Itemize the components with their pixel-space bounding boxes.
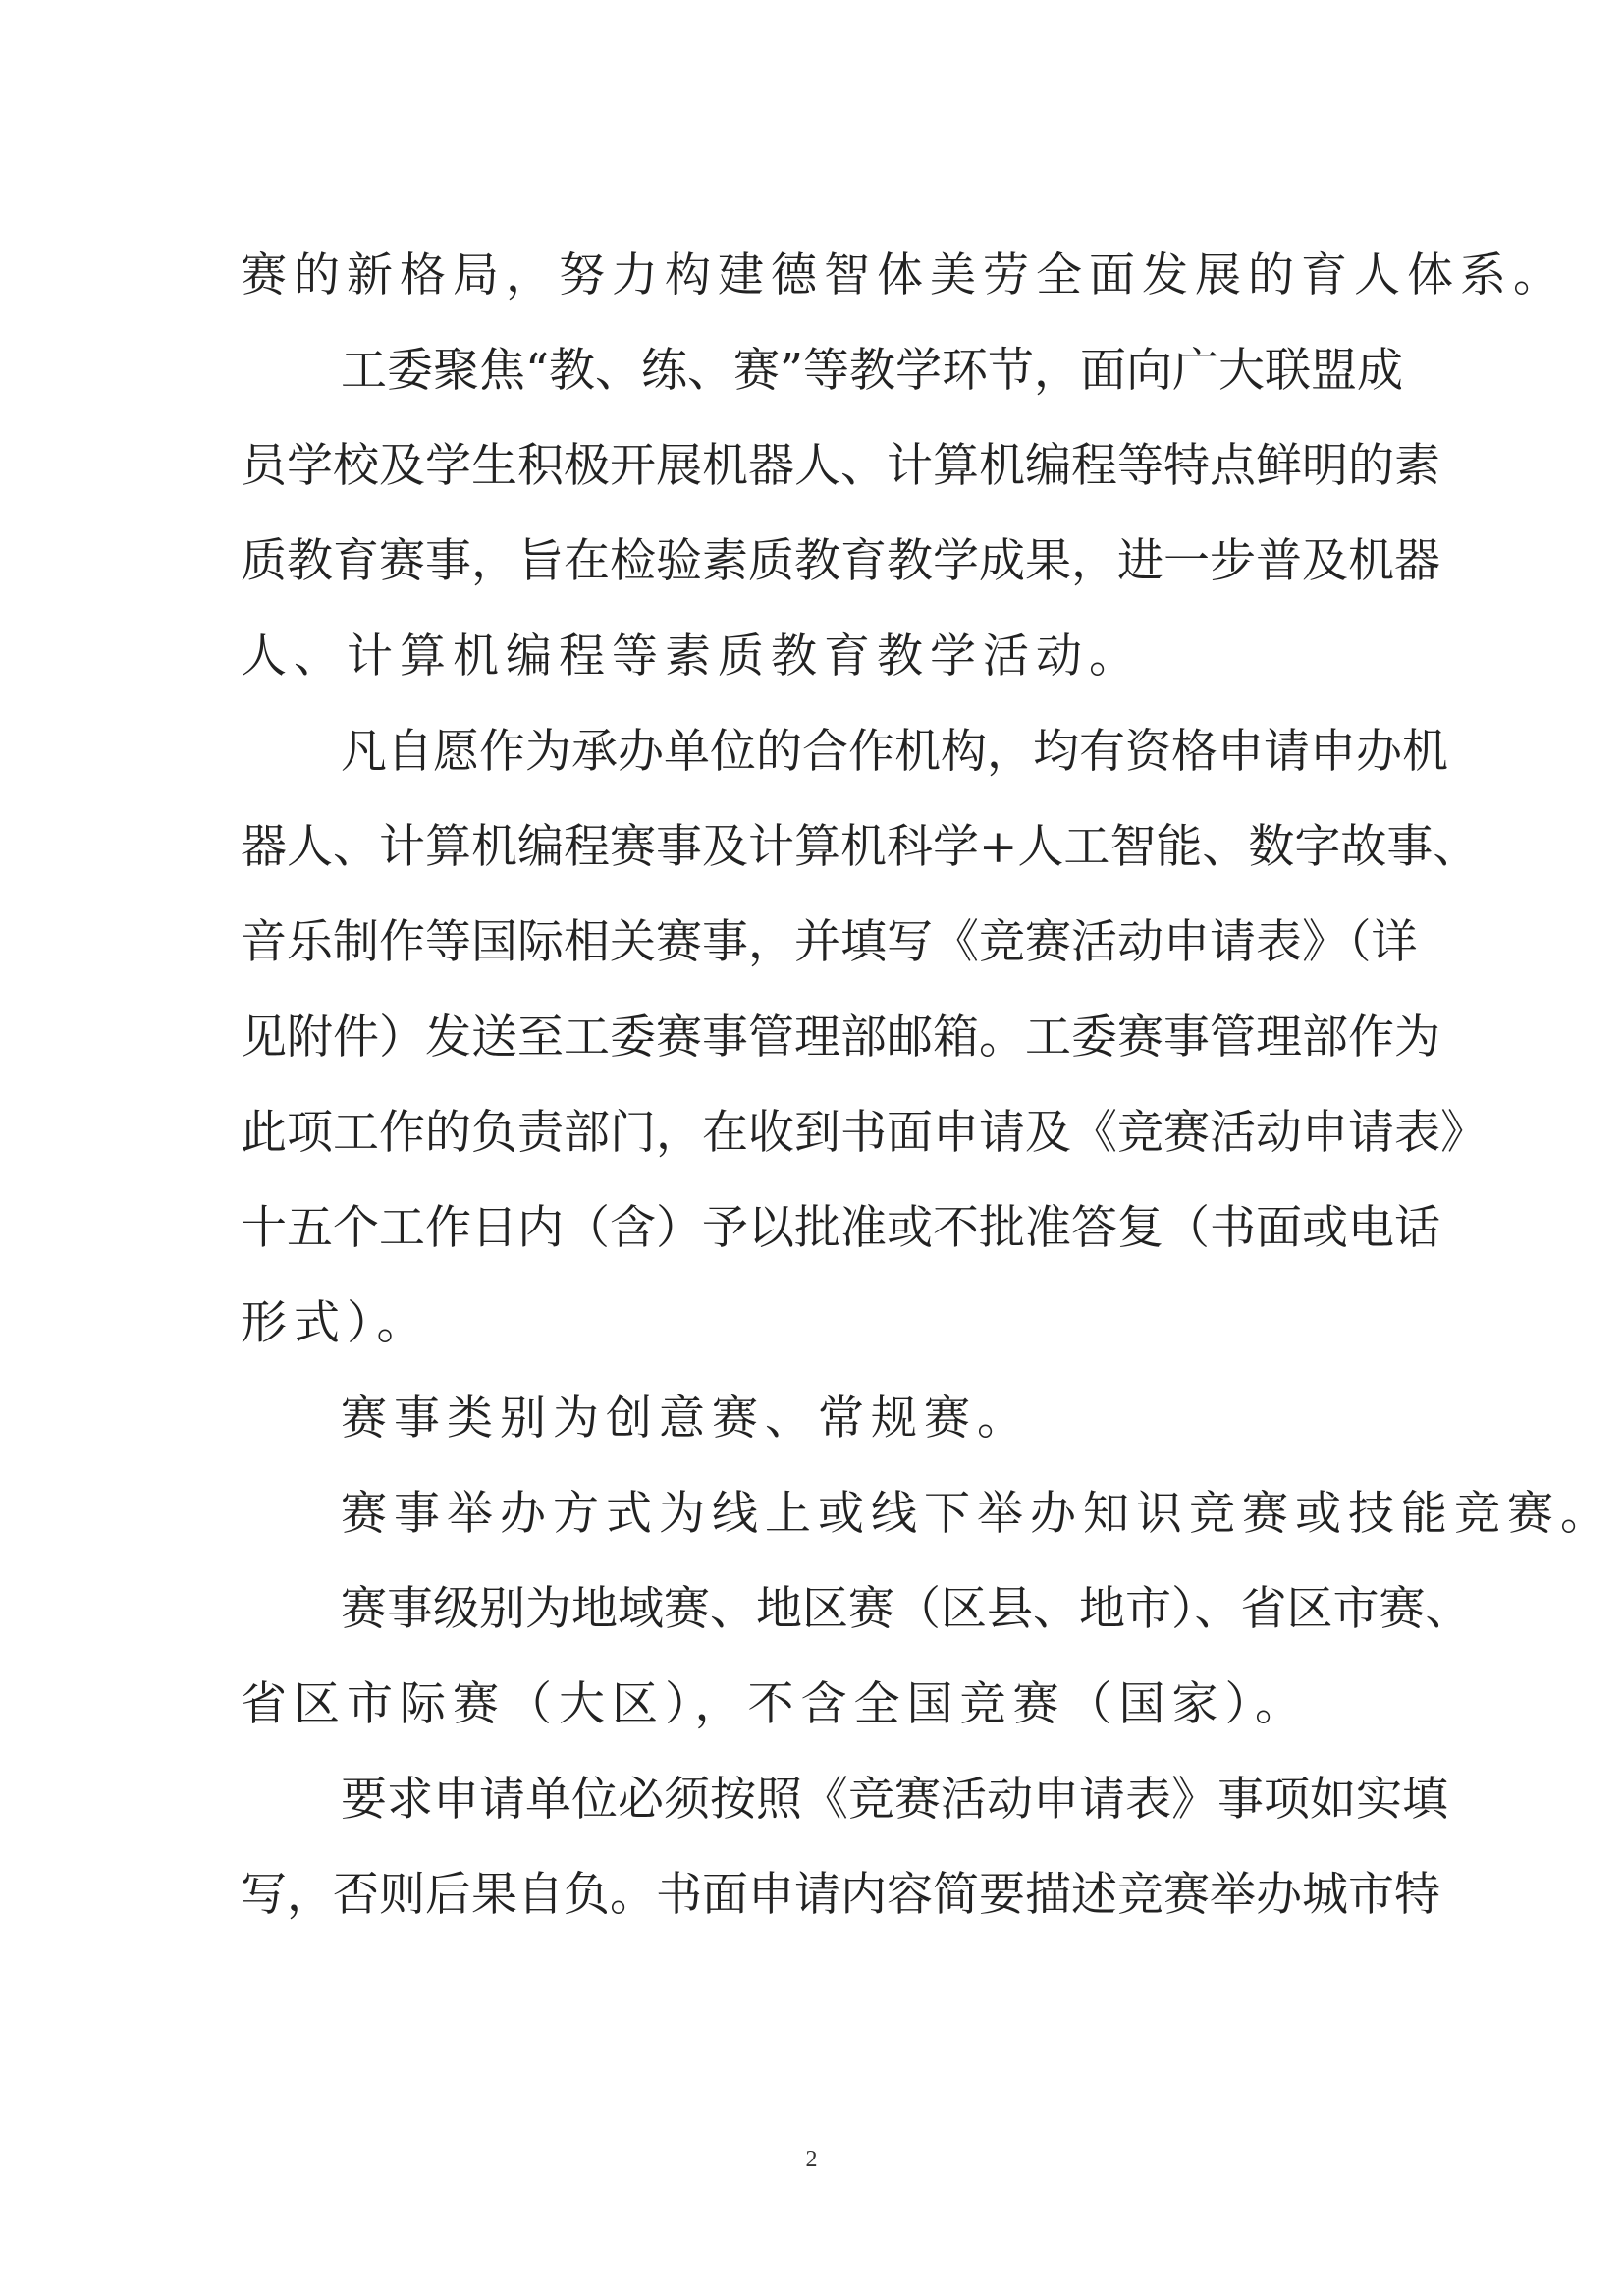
text-line: 凡自愿作为承办单位的合作机构，均有资格申请申办机 <box>341 725 1448 779</box>
text-line: 赛事类别为创意赛、常规赛。 <box>341 1392 1030 1446</box>
text-line: 员学校及学生积极开展机器人、计算机编程等特点鲜明的素 <box>241 439 1440 493</box>
text-line: 赛事级别为地域赛、地区赛（区县、地市）、省区市赛、 <box>341 1582 1472 1636</box>
text-line: 赛事举办方式为线上或线下举办知识竞赛或技能竞赛。 <box>341 1487 1613 1541</box>
body-text <box>241 228 1613 1942</box>
text-line: 省区市际赛（大区），不含全国竞赛（国家）。 <box>241 1677 1308 1731</box>
text-line: 写，否则后果自负。书面申请内容简要描述竞赛举办城市特 <box>241 1868 1440 1922</box>
text-line: 此项工作的负责部门，在收到书面申请及《竞赛活动申请表》 <box>241 1106 1487 1160</box>
text-line: 器人、计算机编程赛事及计算机科学+人工智能、数字故事、 <box>241 820 1480 874</box>
text-line: 赛的新格局，努力构建德智体美劳全面发展的育人体系。 <box>241 248 1566 302</box>
text-line: 音乐制作等国际相关赛事，并填写《竞赛活动申请表》（详 <box>241 915 1418 969</box>
text-line: 工委聚焦“教、练、赛”等教学环节，面向广大联盟成 <box>341 344 1404 398</box>
text-line: 人、计算机编程等素质教育教学活动。 <box>241 629 1142 683</box>
text-line: 要求申请单位必须按照《竞赛活动申请表》事项如实填 <box>341 1773 1448 1827</box>
page-number: 2 <box>805 2147 818 2172</box>
text-line: 十五个工作日内（含）予以批准或不批准答复（书面或电话 <box>241 1201 1440 1255</box>
text-line: 见附件）发送至工委赛事管理部邮箱。工委赛事管理部作为 <box>241 1011 1440 1065</box>
text-line: 质教育赛事，旨在检验素质教育教学成果，进一步普及机器 <box>241 534 1440 588</box>
text-line: 形式）。 <box>241 1296 430 1350</box>
